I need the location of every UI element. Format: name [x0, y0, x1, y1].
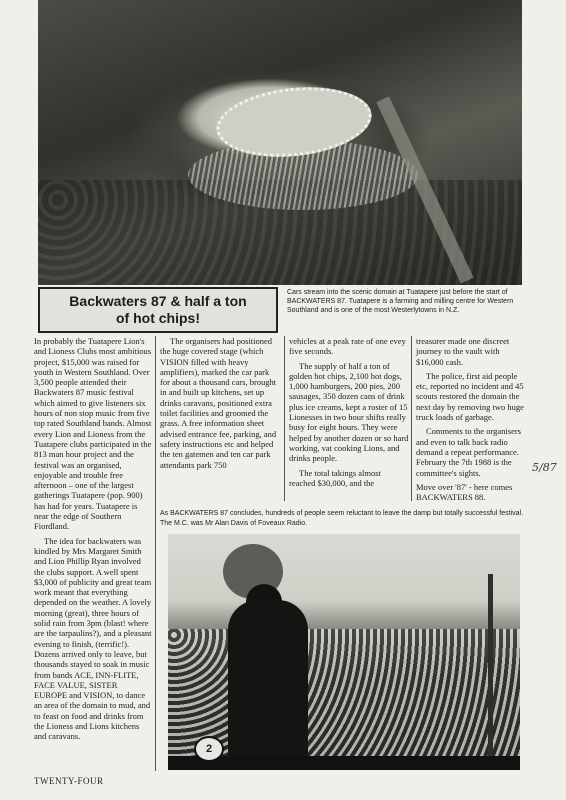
article-column-2: [160, 336, 280, 474]
article-column-4: [416, 336, 526, 506]
column-divider: [284, 336, 285, 501]
photo-stage-pole: [488, 574, 493, 770]
headline-box: [38, 287, 278, 333]
headline-line-2: of hot chips!: [116, 310, 200, 326]
caption-line-2: The M.C. was Mr Alan Davis of Foveaux Radio.: [160, 520, 308, 527]
photo-stage-edge: [168, 756, 520, 770]
paragraph: In probably the Tuatapere Lion's and Lioness Clubs most ambitious project, $15,000 was raised for youth in Western Southland. Over 3,500 people attended their Backwaters 87 music festival which aimed to give listeners six hours of non stop music from five top rated Southland bands. Almost every Lion and Lioness from the Tuatapere clubs participated in the 813 man hour project and the festival was an organised, enjoyable and trouble free afternoon – one of the largest gatherings Tuatapere (pop. 900) has had for years. Tuatapere is near the edge of Southern Fiordland.: [34, 336, 152, 532]
handwritten-note: 5/87: [532, 461, 557, 474]
paragraph: Move over '87' - here comes BACKWATERS 88.: [416, 481, 513, 503]
article-column-3: [289, 336, 409, 492]
column-divider: [155, 336, 156, 771]
paragraph: treasurer made one discreet journey to the vault with $16,000 cash.: [416, 336, 510, 367]
headline-line-1: Backwaters 87 & half a ton: [69, 293, 247, 309]
paragraph: The supply of half a ton of golden hot chips, 2,100 hot dogs, 1,000 hamburgers, 200 pies, 200 sausages, 350 dozen cans of drink plus ice creams, kept a roster of 15 Lionesses in two hour shifts really busy for eight hours. They were helped by another dozen or so hard working, vat cooking Lions, and drinks people.: [289, 360, 409, 464]
paragraph: The police, first aid people etc, reported no incident and 45 scouts restored the domain the next day by removing two huge truck loads of garbage.: [416, 370, 524, 423]
paragraph: The idea for backwaters was kindled by Mrs Margaret Smith and Lion Phillip Ryan involved the clubs support. A well spent $3,000 of publicity and great team work meant that everything depended on the weather. A lovely morning (great), three hours of solid rain from 3pm (blast! where are the tarpaulins?), and a pleasant evening to finish, (terrific!). Dozens arrived only to leave, but thousands stayed to soak in music from bands ACE, INN-FLITE, FACE VALUE, SISTER EUROPE and VISION, to dance an area of the domain to mud, and to feast on food and drinks from the Lioness and Lions kitchens and caravans.: [34, 535, 152, 742]
aerial-festival-photo: [38, 0, 522, 285]
paragraph: Comments to the organisers and even to talk back radio demand a repeat performance. February the 7th 1988 is the committee's sights.: [416, 426, 521, 478]
paragraph: The organisers had positioned the huge covered stage (which VISION filled with heavy amplifiers), marked the car park for about a thousand cars, brought in and built up kitchens, set up drinks caravans, positioned extra toilet facilities and groomed the grass. A free information sheet advised entrance fee, parking, and safety instructions etc and helped the ten gatemen and ten car park attendants park 750: [160, 336, 277, 470]
photo-circled-number: 2: [194, 736, 224, 762]
top-photo-caption: Cars stream into the scenic domain at Tuatapere just before the start of BACKWATERS 87. Tuatapere is a farming and milling centre for Western Southland and is one of the most Westerlytowns in N.Z.: [287, 289, 514, 314]
bottom-photo-caption: [160, 509, 530, 529]
article-column-1: [34, 336, 152, 746]
paragraph: vehicles at a peak rate of one evey five seconds.: [289, 336, 406, 357]
caption-line-1: As BACKWATERS 87 concludes, hundreds of people seem reluctant to leave the damp but totally successful festival.: [160, 510, 524, 517]
paragraph: The total takings almost reached $30,000, and the: [289, 467, 381, 488]
photo-performer-silhouette: [228, 600, 308, 770]
page-number-footer: TWENTY-FOUR: [34, 776, 104, 786]
column-divider: [411, 336, 412, 501]
concert-crowd-photo: [168, 534, 520, 770]
